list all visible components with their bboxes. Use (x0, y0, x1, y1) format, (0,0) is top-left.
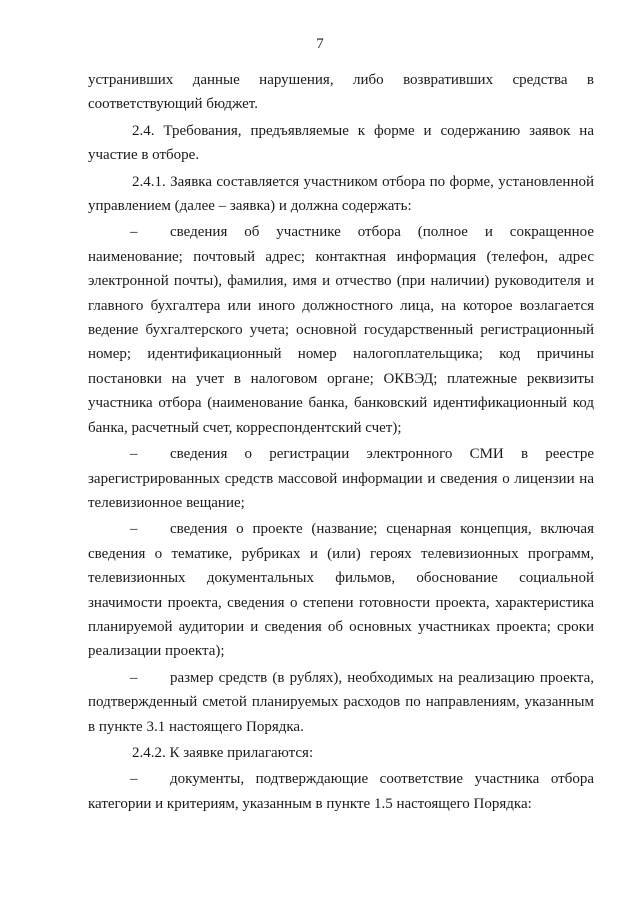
list-item-project-info (88, 517, 594, 663)
paragraph-text: 2.4.2. К заявке прилагаются: (132, 744, 314, 761)
list-item-text: сведения об участнике отбора (полное и сокращенное наименование; почтовый адрес; контактная информация (телефон, адрес электронной почты), фамилия, имя и отчество (при наличии) руководителя и главного бухгалтера или иного должностного лица, на которое возлагается ведение бухгалтерского учета; основной государственный регистрационный номер; идентификационный номер налогоплательщика; код причины постановки на учет в налоговом органе; ОКВЭД; платежные реквизиты участника отбора (наименование банка, банковский идентификационный код банка, расчетный счет, корреспондентский счет); (88, 224, 594, 436)
list-item-participant-info (88, 220, 594, 440)
list-item-text: размер средств (в рублях), необходимых на реализацию проекта, подтвержденный сметой планируемых расходов по направлениям, указанным в пункте 3.1 настоящего Порядка. (88, 669, 594, 735)
paragraph-section-2-4-2 (88, 741, 594, 765)
paragraph-text: 2.4. Требования, предъявляемые к форме и содержанию заявок на участие в отборе. (88, 122, 594, 164)
paragraph-section-2-4 (88, 119, 594, 168)
dash-marker: – (130, 669, 138, 686)
dash-marker: – (130, 521, 138, 538)
paragraph-continuation (88, 68, 594, 117)
dash-marker: – (130, 771, 138, 788)
paragraph-text: 2.4.1. Заявка составляется участником отбора по форме, установленной управлением (далее – заявка) и должна содержать: (88, 173, 594, 215)
list-item-funding-amount (88, 666, 594, 739)
paragraph-section-2-4-1 (88, 170, 594, 219)
document-body (88, 68, 594, 818)
paragraph-text: устранивших данные нарушения, либо возвративших средства в соответствующий бюджет. (88, 72, 594, 113)
list-item-supporting-documents (88, 767, 594, 816)
list-item-text: документы, подтверждающие соответствие участника отбора категории и критериям, указанным в пункте 1.5 настоящего Порядка: (88, 771, 594, 812)
dash-marker: – (130, 224, 138, 241)
page-number: 7 (316, 36, 324, 52)
dash-marker: – (130, 446, 138, 463)
list-item-text: сведения о регистрации электронного СМИ в реестре зарегистрированных средств массовой информации и сведения о лицензии на телевизионное вещание; (88, 446, 594, 511)
list-item-text: сведения о проекте (название; сценарная концепция, включая сведения о тематике, рубриках и (или) героях телевизионных программ, телевизионных документальных фильмов, обоснование социальной значимости проекта, сведения о степени готовности проекта, характеристика планируемой аудитории и сведения об основных участниках проекта; сроки реализации проекта); (88, 521, 594, 660)
list-item-registration-info (88, 442, 594, 515)
